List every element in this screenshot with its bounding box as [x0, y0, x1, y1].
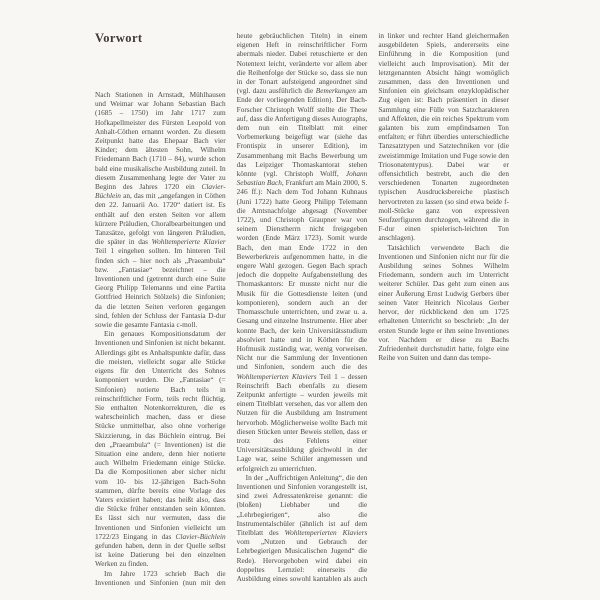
italic-text-segment: Wohltemperierten Klaviers — [284, 527, 368, 537]
text-segment: Tatsächlich verwendete Bach die Inventionen und Sinfonien nicht nur für die Ausbildung seines Sohnes Wilhelm Friedemann, sondern auch im Unterricht weiterer Schüler. Das geht zum einen aus einer Äußerung Ernst Ludwig Gerbers über seinen Vater Heinrich Nicolaus Gerber hervor, der rückblickend den um 1725 erhaltenen Unterricht so beschrieb: „In der ersten Stunde legte er ihm seine Inventiones vor. Nachdem er diese zu Bachs Zufriedenheit durchstudirt hatte, folgte eine Reihe von Suiten und dann das tempe- — [378, 242, 509, 363]
text-segment: vom „Nutzen und Gebrauch der Lehrbegierigen Musicalischen Jugend“ die Rede). Hervorgehoben wird dabei ein doppeltes Lernziel: einerseits die Ausbildung eines sowohl kantablen als auch in linker und rechter Hand gleichermaßen ausgebildeten Spiels, andererseits eine Einführung in die Komposition (und vielleicht auch Improvisation). Mit der letztgenannten Absicht hängt womöglich zusammen, dass den Inventionen und Sinfonien ein gleichsam enzyklopädischer Zug eigen ist: Bach präsentiert in dieser Sammlung eine Fülle von Satzcharakteren und Affekten, die ein reiches Spektrum vom galanten bis zum empfindsamen Ton entfalten; er führt überdies unterschiedliche Tanzsatztypen und Satztechniken vor (die zweistimmige Imitation und Fuge sowie den Triosonatentypus). Dabei war er offensichtlich bestrebt, auch die den verschiedenen Tonarten zugeordneten typischen Ausdrucksbereiche plastisch hervortreten zu lassen (so sind etwa beide f-moll-Stücke ganz von expressiven Seufzerfiguren durchzogen, während die in F-dur einen spielerisch-leichten Ton anschlagen). — [236, 31, 509, 583]
italic-text-segment: Bemerkungen — [315, 86, 356, 96]
text-segment: Teil 1 – dessen Reinschrift Bach ebenfalls zu diesem Zeitpunkt anfertigte – wurden jeweils mit einem Titelblatt versehen, das vor allem den Nutzen für die Ausbildung am Instrument hervorhob. Möglicherweise wollte Bach mit diesen Stücken unter Beweis stellen, dass er trotz des Fehlens einer Universitätsausbildung gleichwohl in der Lage war, seine Schüler angemessen und erfolgreich zu unterrichten. — [236, 371, 368, 473]
preface-columns — [95, 31, 509, 587]
text-segment: an, das mit „angefangen in Cöthen den 22. Januarii Ao. 1720“ datiert ist. Es enthält auf den ersten Seiten vor allem kürzere Präludien, Choralbearbeitungen und Tanzsätze, gefolgt von längeren Präludien, die später in das — [95, 191, 226, 247]
italic-text-segment: Wohltemperierten Klaviers — [236, 371, 317, 381]
paragraph — [95, 90, 226, 329]
italic-text-segment: Johann Sebastian Bach — [236, 169, 368, 188]
text-segment: Ein genaues Kompositionsdatum der Inventionen und Sinfonien ist nicht bekannt. Allerdings gibt es Anhaltspunkte dafür, dass die meisten, vielleicht sogar alle Stücke eigens für den Unterricht des Sohnes komponiert wurden. Die „Fantasiae“ (= Sinfonien) notierte Bach teils in reinschriftlicher Form, teils recht flüchtig. Sie enthalten Notenkorrekturen, die es wahrscheinlich machen, dass er diese Stücke unmittelbar, also ohne vorherige Skizzierung, in das Büchlein eintrug. Bei den „Praeambula“ (= Inventionen) ist die Situation eine andere, denn hier notierte auch Wilhelm Friedemann einige Stücke. Da die Kompositionen aber sicher nicht vom 10- bis 12-jährigen Bach-Sohn stammen, dürfte bereits eine Vorlage des Vaters existiert haben; das heißt also, dass die Stücke früher entstanden sein könnten. Es lässt sich nur vermuten, dass die Inventionen und Sinfonien vielleicht um 1722/23 Eingang in das — [95, 329, 226, 541]
italic-text-segment: Wohltemperierte Klavier — [151, 237, 226, 247]
text-segment: gefunden haben, denn in der Quelle selbst ist keine Datierung bei den einzelnen Werken zu finden. — [95, 540, 226, 569]
text-block — [95, 31, 509, 587]
preface-body — [95, 31, 509, 587]
paragraph — [378, 243, 509, 363]
text-segment: , Frankfurt am Main 2000, S. 246 ff.): Nach dem Tod Johann Kuhnaus (Juni 1722) hatte Georg Philipp Telemann die Amtsnachfolge abgesagt (November 1722), und Christoph Graupner war von seinem Dienstherrn nicht freigegeben worden (Ende März 1723). Somit wurde Bach, den man Ende 1722 in den Bewerberkreis aufgenommen hatte, in die engere Wahl gezogen. Gegen Bach sprach jedoch die doppelte Aufgabenstellung des Thomaskantors: Er musste nicht nur die Musik für die Gottesdienste leiten (und komponieren), sondern auch an der Thomasschule unterrichten, und zwar u. a. Gesang und einzelne Instrumente. Hier aber konnte Bach, der kein Universitätsstudium absolviert hatte und in Köthen für die Hofmusik zuständig war, wenig vorweisen. Nicht nur die Sammlung der Inventionen und Sinfonien, sondern auch die des — [236, 178, 368, 372]
italic-text-segment: Clavier-Büchlein — [175, 531, 226, 541]
text-segment: In der „Auffrichtigen Anleitung“, die den Inventionen und Sinfonien vorangestellt ist, sind zwei Adressatenkreise genannt: die (bloßen) Liebhaber und die „Lehrbegierigen“, also die Instrumentalschüler (ähnlich ist auf dem Titelblatt des — [236, 472, 368, 537]
text-segment: Teil 1 eingehen sollten. Im hinteren Teil finden sich – hier noch als „Praeambula“ bzw. „Fantasiae“ bezeichnet – die Inventionen und (getrennt durch eine Suite Georg Philipp Telemanns und eine Partita Gottfried Heinrich Stölzels) die Sinfonien; da die letzten Seiten verloren gegangen sind, fehlen der Schluss der Fantasia D-dur sowie die gesamte Fantasia c-moll. — [95, 246, 226, 330]
text-segment: am Ende der vorliegenden Edition). Der Bach-Forscher Christoph Wolff stellte die These auf, dass die Anfertigung dieses Autographs, dem nun ein Titelblatt mit einer Vorbemerkung beigefügt war (siehe das Frontispiz in unserer Edition), im Zusammenhang mit Bachs Bewerbung um das Leipziger Thomaskantorat stehen könnte (vgl. Christoph Wolff, — [236, 86, 368, 179]
italic-text-segment: Clavier-Büchlein — [95, 182, 226, 201]
text-segment: Im Jahre 1723 schrieb Bach die Inventionen und Sinfonien (nun mit den heute gebräuchlichen Titeln) in einem eigenen Heft in reinschriftlicher Form abermals nieder. Dabei retuschierte er den Notentext leicht, veränderte vor allem aber die Reihenfolge der Stücke so, dass sie nun in der Tonart aufsteigend angeordnet sind (vgl. dazu ausführlich die — [95, 31, 368, 587]
paragraph — [95, 329, 226, 568]
text-segment: Nach Stationen in Arnstadt, Mühlhausen und Weimar war Johann Sebastian Bach (1685 – 1750) im Jahr 1717 zum Hofkapellmeister des Fürsten Leopold von Anhalt-Cöthen ernannt worden. Zu diesem Zeitpunkt hatte das Ehepaar Bach vier Kinder; dem ältesten Sohn, Wilhelm Friedemann Bach (1710 – 84), wurde schon bald eine musikalische Ausbildung zuteil. In diesem Zusammenhang legte der Vater zu Beginn des Jahres 1720 ein — [95, 90, 226, 192]
page-title: Vorwort — [95, 31, 143, 45]
